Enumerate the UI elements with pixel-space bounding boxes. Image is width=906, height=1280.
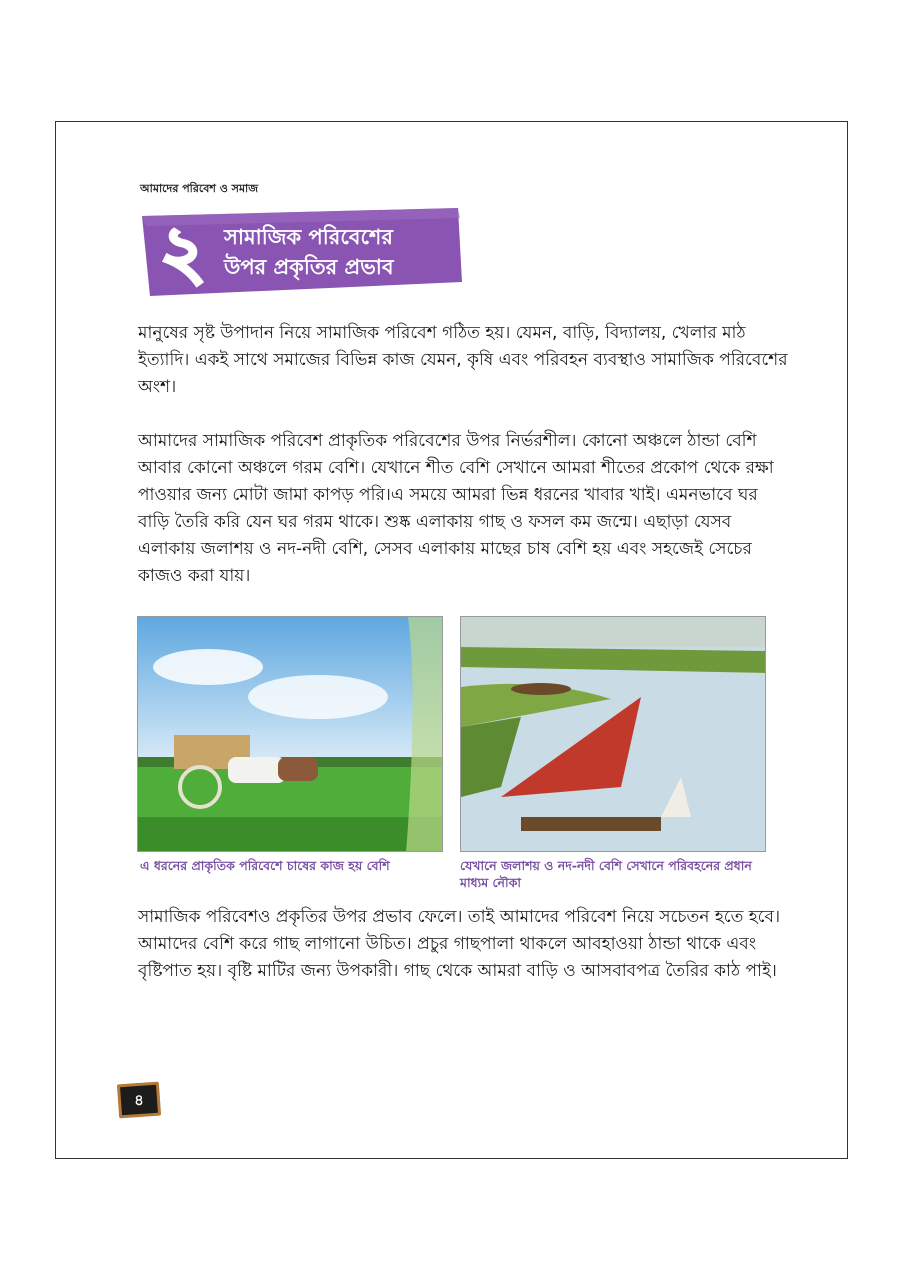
page-number-label: ৪ <box>134 1091 144 1109</box>
photo-bullock-cart-field <box>137 616 443 852</box>
chapter-title-line-2: উপর প্রকৃতির প্রভাব <box>224 255 394 279</box>
running-head: আমাদের পরিবেশ ও সমাজ <box>140 182 259 195</box>
paragraph-1: মানুষের সৃষ্ট উপাদান নিয়ে সামাজিক পরিবেশ গঠিত হয়। যেমন, বাড়ি, বিদ্যালয়, খেলার মাঠ ইত্যাদি। একই সাথে সমাজের বিভিন্ন কাজ যেমন, কৃষি এবং পরিবহন ব্যবস্থাও সামাজিক পরিবেশের অংশ। <box>138 323 788 397</box>
photo-river-boats <box>460 616 766 852</box>
figure-caption-2: যেখানে জলাশয় ও নদ-নদী বেশি সেখানে পরিবহনের প্রধান মাধ্যম নৌকা <box>460 858 752 890</box>
chapter-title <box>224 222 460 282</box>
chapter-title-line-1: সামাজিক পরিবেশের <box>224 225 393 249</box>
paragraph-2: আমাদের সামাজিক পরিবেশ প্রাকৃতিক পরিবেশের উপর নির্ভরশীল। কোনো অঞ্চলে ঠান্ডা বেশি আবার কোনো অঞ্চলে গরম বেশি। যেখানে শীত বেশি সেখানে আমরা শীতের প্রকোপ থেকে রক্ষা পাওয়ার জন্য মোটা জামা কাপড় পরি।এ সময়ে আমরা ভিন্ন ধরনের খাবার খাই। এমনভাবে ঘর বাড়ি তৈরি করি যেন ঘর গরম থাকে। শুষ্ক এলাকায় গাছ ও ফসল কম জন্মে। এছাড়া যেসব এলাকায় জলাশয় ও নদ-নদী বেশি, সেসব এলাকায় মাছের চাষ বেশি হয় এবং সহজেই সেচের কাজও করা যায়। <box>138 431 774 586</box>
chapter-banner <box>136 206 466 298</box>
figure-caption-1: এ ধরনের প্রাকৃতিক পরিবেশে চাষের কাজ হয় বেশি <box>140 858 390 873</box>
page-number <box>118 1083 160 1117</box>
paragraph-3: সামাজিক পরিবেশও প্রকৃতির উপর প্রভাব ফেলে। তাই আমাদের পরিবেশ নিয়ে সচেতন হতে হবে। আমাদের বেশি করে গাছ লাগানো উচিত। প্রচুর গাছপালা থাকলে আবহাওয়া ঠান্ডা থাকে এবং বৃষ্টিপাত হয়। বৃষ্টি মাটির জন্য উপকারী। গাছ থেকে আমরা বাড়ি ও আসবাবপত্র তৈরির কাঠ পাই। <box>138 907 781 981</box>
chapter-number: ২ <box>159 210 207 294</box>
